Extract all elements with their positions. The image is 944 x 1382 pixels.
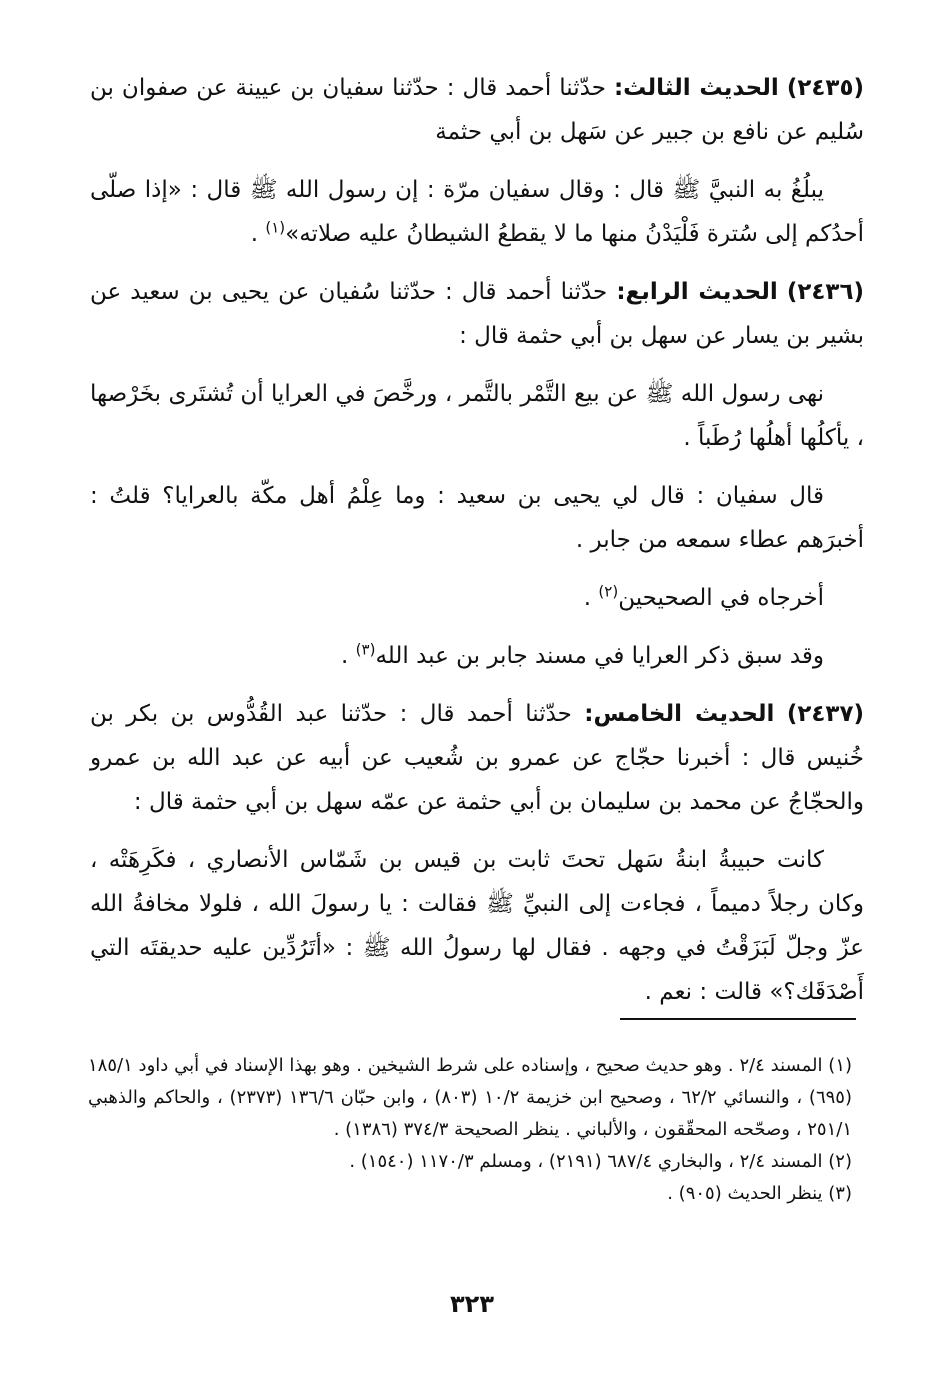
main-text <box>90 66 864 1028</box>
paragraph-text: حدّثنا أحمد قال : حدّثنا سُفيان عن يحيى بن سعيد عن بشير بن يسار عن سهل بن أبي حثمة قال : <box>90 279 864 349</box>
paragraph-hadith-text <box>90 372 864 460</box>
footnote-3: (٣) ينظر الحديث (٩٠٥) . <box>667 1183 852 1204</box>
paragraph-text: كانت حبيبةُ ابنةُ سَهل تحتَ ثابت بن قيس بن شَمّاس الأنصاري ، فكَرِهَتْه ، وكان رجلاً دميماً ، فجاءت إلى النبيِّ ﷺ فقالت : يا رسولَ الله ، فلولا مخافةُ الله عزّ وجلّ لَبَزَقْتُ في وجهه . فقال لها رسولُ الله ﷺ : «أتَرُدِّين عليه حديقتَه التي أَصْدَقَك؟» قالت : نعم . <box>90 847 864 1005</box>
paragraph-text: أخرجاه في الصحيحين <box>618 585 824 611</box>
paragraph-narration <box>90 474 864 562</box>
hadith-number: (٢٤٣٦) <box>786 279 864 305</box>
footnote-1: (١) المسند ٢/٤ . وهو حديث صحيح ، وإسناده على شرط الشيخين . وهو بهذا الإسناد في أبي داود ١٨٥/١ (٦٩٥) ، والنسائي ٦٢/٢ ، وصحيح ابن خزيمة ١٠/٢ (٨٠٣) ، وابن حبّان ١٣٦/٦ (٢٣٧٣) ، والحاكم والذهبي ٢٥١/١ ، وصحّحه المحقّقون ، والألباني . ينظر الصحيحة ٣٧٤/٣ (١٣٨٦) . <box>88 1055 853 1140</box>
hadith-number: (٢٤٣٥) <box>786 75 864 101</box>
footnote-marker[interactable]: (٢) <box>598 582 619 601</box>
paragraph-text: حدّثنا أحمد قال : حدّثنا عبد القُدُّوس بن بكر بن خُنيس قال : أخبرنا حجّاج عن عمرو بن شُعيب عن أبيه عن عبد الله بن عمرو والحجّاجُ عن محمد بن سليمان بن أبي حثمة عن عمّه سهل بن أبي حثمة قال : <box>90 701 864 815</box>
paragraph-text: حدّثنا أحمد قال : حدّثنا سفيان بن عيينة عن صفوان بن سُليم عن نافع بن جبير عن سَهل بن أبي حثمة <box>90 75 864 145</box>
footnote-2: (٢) المسند ٢/٤ ، والبخاري ٦٨٧/٤ (٢١٩١) ، ومسلم ١١٧٠/٣ (١٥٤٠) . <box>349 1151 852 1172</box>
hadith-title: الحديث الرابع: <box>616 279 778 305</box>
paragraph-hadith-2437 <box>90 692 864 824</box>
footnotes <box>88 1050 852 1210</box>
paragraph-text: يبلُغُ به النبيَّ ﷺ قال : وقال سفيان مرّة : إن رسول الله ﷺ قال : «إذا صلّى أحدُكم إلى سُترة فَلْيَدْنُ منها ما لا يقطعُ الشيطانُ عليه صلاته» <box>90 177 864 247</box>
paragraph-takhrij <box>90 576 864 620</box>
footnote-marker[interactable]: (١) <box>265 218 286 237</box>
paragraph-text: نهى رسول الله ﷺ عن بيع التَّمْر بالتَّمر ، ورخَّصَ في العرايا أن تُشتَرى بخَرْصها ، يأكلُها أهلُها رُطَباً . <box>90 381 864 451</box>
footnote-marker[interactable]: (٣) <box>355 640 376 659</box>
paragraph-hadith-2435 <box>90 66 864 154</box>
paragraph-hadith-text <box>90 838 864 1014</box>
paragraph-end: . <box>583 585 599 611</box>
paragraph-end: . <box>250 221 266 247</box>
page-number: ٣٢٣ <box>450 1290 494 1318</box>
footnote-divider <box>620 1018 856 1020</box>
hadith-title: الحديث الثالث: <box>613 75 779 101</box>
hadith-number: (٢٤٣٧) <box>786 701 865 727</box>
paragraph-text: قال سفيان : قال لي يحيى بن سعيد : وما عِلْمُ أهل مكّة بالعرايا؟ قلتُ : أخبرَهم عطاء سمعه من جابر . <box>90 483 864 553</box>
paragraph-hadith-2436 <box>90 270 864 358</box>
paragraph-text: وقد سبق ذكر العرايا في مسند جابر بن عبد الله <box>375 643 824 669</box>
hadith-title: الحديث الخامس: <box>584 701 775 727</box>
paragraph-end: . <box>341 643 356 669</box>
paragraph-reference <box>90 634 864 678</box>
paragraph-hadith-text <box>90 168 864 256</box>
